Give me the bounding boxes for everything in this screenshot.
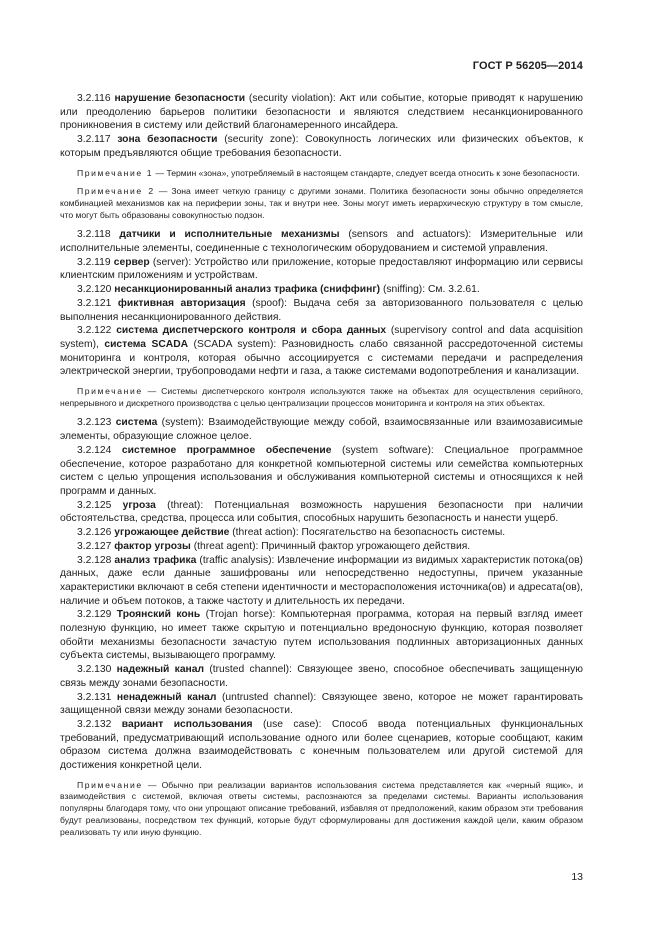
- term-number: 3.2.124: [77, 444, 112, 456]
- term-name: Троянский конь: [116, 609, 201, 621]
- term-definition: (server): Устройство или приложение, которые предоставляют информацию или сервисы клиентским приложениям и устройствам.: [60, 256, 583, 282]
- term-definition: (system): Взаимодействующие между собой, взаимосвязанные или взаимозависимые элементы, образующие сложное целое.: [60, 417, 583, 443]
- definition-paragraph: [60, 691, 583, 718]
- term-name: система диспетчерского контроля и сбора данных: [116, 325, 387, 337]
- note-label: Примечание 1: [77, 167, 154, 178]
- note-paragraph: [60, 186, 583, 221]
- term-definition: (security violation): Акт или событие, которые приводят к нарушению или преодолению барьеров политики безопасности и являются следствием несанкционированного проникновения в систему или действий благонамеренного инсайдера.: [60, 93, 583, 132]
- term-number: 3.2.128: [77, 554, 112, 566]
- term-number: 3.2.121: [77, 297, 112, 309]
- term-name: фиктивная авторизация: [117, 297, 246, 309]
- term-definition: (threat action): Посягательство на безопасность системы.: [229, 527, 506, 539]
- term-number: 3.2.130: [77, 664, 112, 676]
- term-number: 3.2.122: [77, 325, 112, 337]
- term-name: ненадежный канал: [116, 691, 217, 703]
- definition-paragraph: [60, 416, 583, 443]
- term-name: вариант использования: [121, 718, 253, 730]
- term-definition: (sensors and actuators): Измерительные или исполнительные элементы, соединенные с технологическим оборудованием и системой управления.: [60, 229, 583, 255]
- term-definition: (threat agent): Причинный фактор угрожающего действия.: [190, 540, 471, 552]
- definition-paragraph: [60, 256, 583, 283]
- definition-paragraph: [60, 499, 583, 526]
- term-number: 3.2.125: [77, 499, 112, 511]
- term-definition: (SCADA system): Разновидность слабо связанной рассредоточенной системы мониторинга и контроля, которая обычно ассоциируется с системами передачи и распределения электрической энергии, трубопроводами нефти и газа, а также системами водопотребления и канализации.: [60, 338, 583, 378]
- definition-paragraph: [60, 663, 583, 690]
- note-text: — Термин «зона», употребляемый в настоящем стандарте, следует всегда относить к зоне безопасности.: [153, 167, 580, 178]
- definition-paragraph: [60, 297, 583, 324]
- note-text: — Обычно при реализации вариантов использования система представляется как «черный ящик», и взаимодействия с системой, включая ответы системы, распознаются за пределами системы. Варианты использования популярны благодаря тому, что они упрощают описание требований, избавляя от предположений, каким образом эти требования будут реализованы, посредством тех функций, которые будут сформулированы для достижения каждой цели, каким образом реализовать ту или иную функцию.: [60, 779, 583, 837]
- term-number: 3.2.127: [77, 540, 112, 552]
- term-name: угроза: [122, 499, 156, 511]
- term-definition: (untrusted channel): Связующее звено, которое не может гарантировать защищенной связи между зонами безопасности.: [60, 691, 583, 717]
- note-paragraph: [60, 168, 583, 180]
- term-name: надежный канал: [116, 664, 205, 676]
- term-number: 3.2.126: [77, 527, 112, 539]
- term-definition: (trusted channel): Связующее звено, способное обеспечивать защищенную связь между зонами безопасности.: [60, 664, 583, 689]
- definition-paragraph: [60, 92, 583, 133]
- definition-paragraph: [60, 283, 583, 297]
- term-name: фактор угрозы: [114, 540, 191, 552]
- term-name: несанкционированный анализ трафика (сниффинг): [114, 284, 381, 296]
- term-number: 3.2.116: [77, 93, 111, 104]
- definition-paragraph: [60, 540, 583, 554]
- term-definition: (Trojan horse): Компьютерная программа, которая на первый взгляд имеет полезную функцию, но имеет также скрытую и потенциально вредоносную функцию, которая позволяет обойти механизмы безопасности зачастую путем использования подлинных авторизационных данных субъекта системы, вызывающего программу.: [60, 609, 583, 662]
- page-number: 13: [571, 871, 583, 883]
- term-name: нарушение безопасности: [114, 93, 246, 104]
- definition-paragraph: [60, 526, 583, 540]
- term-definition: (security zone): Совокупность логических или физических объектов, к которым предъявляются общие требования безопасности.: [60, 134, 583, 159]
- term-definition: (threat): Потенциальная возможность нарушения безопасности при наличии обстоятельства, средства, процесса или события, способных нарушить безопасность и нанести ущерб.: [60, 499, 583, 525]
- term-definition: (use case): Способ ввода потенциальных функциональных требований, предусматривающий использование одного или более сценариев, которые сообщают, каким образом система должна взаимодействовать с конечным пользователем или другой системой для достижения конкретной цели.: [60, 718, 583, 772]
- note-label: Примечание: [77, 779, 143, 790]
- term-name: системное программное обеспечение: [121, 444, 332, 456]
- note-text: — Зона имеет четкую границу с другими зонами. Политика безопасности зоны обычно определяется комбинацией механизмов как на периферии зоны, так и внутри нее. Зоны могут иметь иерархическую структуру в том смысле, что могут быть образованы совокупностью подзон.: [60, 186, 583, 220]
- term-definition: (system software): Специальное программное обеспечение, которое разработано для конкретной компьютерной системы или семейства компьютерных систем с целью упрощения использования и обслуживания компьютерной системы и относящихся к ней программ и данных.: [60, 444, 583, 497]
- term-number: 3.2.117: [77, 134, 111, 146]
- note-text: — Системы диспетчерского контроля используются также на объектах для осуществления серийного, непрерывного и дискретного производства с целью централизации процессов мониторинга и контроля на этих объектах.: [60, 386, 583, 408]
- note-paragraph: [60, 780, 583, 839]
- term-number: 3.2.118: [77, 229, 111, 241]
- definition-paragraph: [60, 554, 583, 609]
- note-label: Примечание 2: [77, 186, 155, 197]
- definition-paragraph: [60, 718, 583, 773]
- definition-paragraph: [60, 324, 583, 379]
- term-number: 3.2.129: [77, 609, 112, 621]
- term-name: угрожающее действие: [114, 527, 230, 539]
- definition-paragraph: [60, 133, 583, 160]
- term-english: (supervisory control and data acquisition system),: [60, 325, 583, 350]
- term-definition: (traffic analysis): Извлечение информации из видимых характеристик потока(ов) данных, даже если данные зашифрованы или непосредственно недоступны, причем указанные характеристики включают в себя степени идентичности и месторасположения источника(ов) и адресата(ов), наличие и объем потоков, а также частоту и длительность их передачи.: [60, 554, 583, 607]
- term-number: 3.2.131: [77, 691, 112, 703]
- term-name: датчики и исполнительные механизмы: [119, 229, 340, 241]
- document-body: [60, 92, 583, 845]
- note-paragraph: [60, 386, 583, 409]
- term-number: 3.2.132: [77, 718, 112, 730]
- term-name: система: [115, 417, 158, 429]
- term-number: 3.2.119: [77, 256, 111, 268]
- term-number: 3.2.120: [77, 284, 112, 296]
- definition-paragraph: [60, 444, 583, 499]
- term-name: анализ трафика: [114, 554, 197, 566]
- note-label: Примечание: [77, 386, 143, 397]
- term-name: зона безопасности: [117, 134, 218, 146]
- term-definition: (sniffing): См. 3.2.61.: [380, 284, 480, 296]
- definition-paragraph: [60, 608, 583, 663]
- term-number: 3.2.123: [77, 417, 112, 429]
- term-definition: (spoof): Выдача себя за авторизованного пользователя с целью выполнения несанкционированного действия.: [60, 297, 583, 323]
- term-name-alt: система SCADA: [104, 338, 189, 350]
- definition-paragraph: [60, 228, 583, 255]
- standard-header: ГОСТ Р 56205—2014: [472, 60, 583, 72]
- term-name: сервер: [113, 256, 150, 268]
